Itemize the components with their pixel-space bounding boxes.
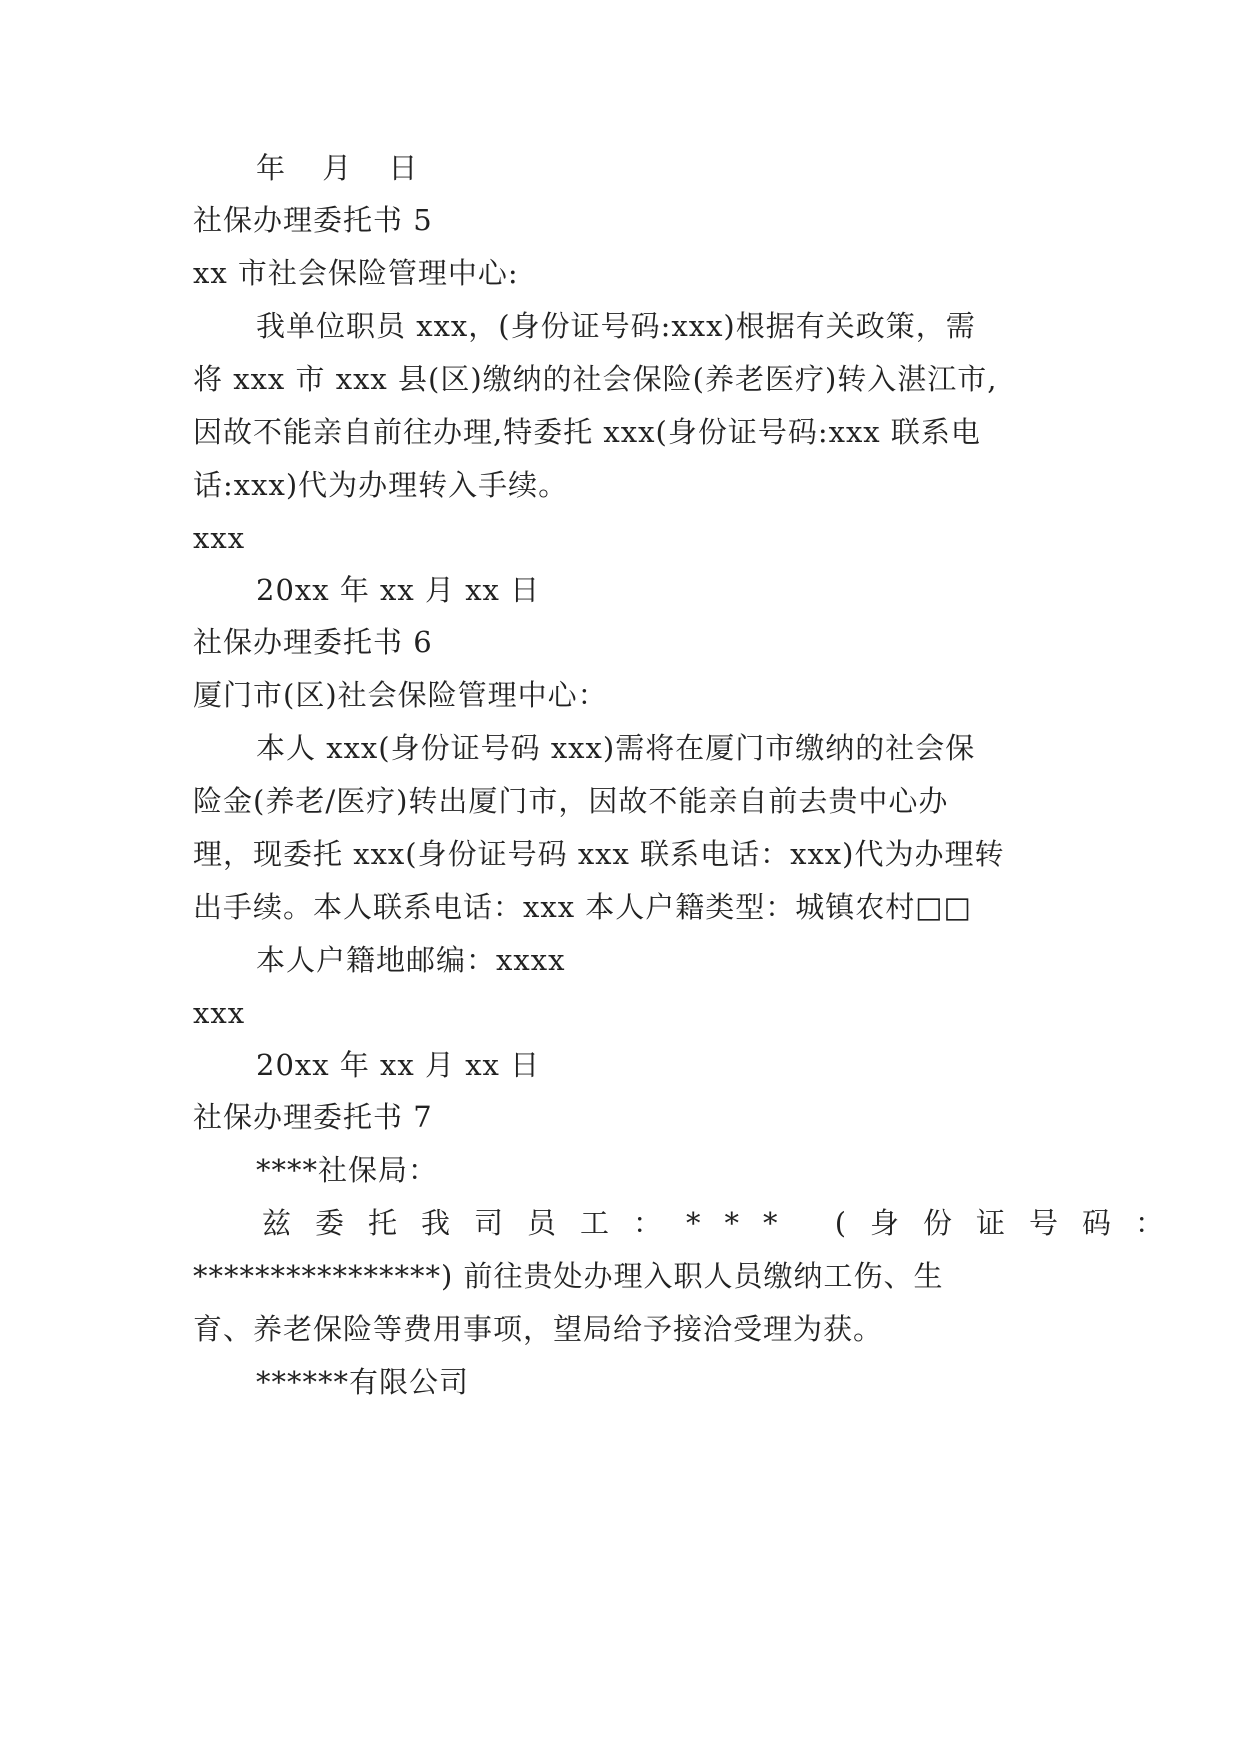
addressee-5: xx 市社会保险管理中心: bbox=[193, 256, 519, 290]
body-line: 本人 xxx(身份证号码 xxx)需将在厦门市缴纳的社会保 bbox=[256, 731, 976, 765]
addressee-7: ****社保局： bbox=[256, 1153, 439, 1187]
date-6: 20xx 年 xx 月 xx 日 bbox=[256, 1048, 541, 1082]
date-placeholder: 年 月 日 bbox=[256, 151, 432, 185]
signature-7: ******有限公司 bbox=[256, 1365, 470, 1399]
body-line: ****************) 前往贵处办理入职人员缴纳工伤、生 bbox=[193, 1259, 944, 1293]
body-line: 理，现委托 xxx(身份证号码 xxx 联系电话：xxx)代为办理转 bbox=[193, 837, 1005, 871]
section-title-7: 社保办理委托书 7 bbox=[193, 1100, 433, 1134]
body-line: 育、养老保险等费用事项，望局给予接洽受理为获。 bbox=[193, 1312, 884, 1346]
body-line: 我单位职员 xxx，(身份证号码:xxx)根据有关政策，需 bbox=[256, 309, 976, 343]
body-line: 险金(养老/医疗)转出厦门市，因故不能亲自前去贵中心办 bbox=[193, 784, 949, 818]
body-line: 将 xxx 市 xxx 县(区)缴纳的社会保险(养老医疗)转入湛江市, bbox=[193, 362, 998, 396]
signature-5: xxx bbox=[193, 521, 246, 555]
date-5: 20xx 年 xx 月 xx 日 bbox=[256, 573, 541, 607]
addressee-6: 厦门市(区)社会保险管理中心： bbox=[193, 678, 608, 712]
body-line: 本人户籍地邮编：xxxx bbox=[256, 943, 566, 977]
signature-6: xxx bbox=[193, 996, 246, 1030]
body-line: 出手续。本人联系电话：xxx 本人户籍类型：城镇农村□□ bbox=[193, 890, 973, 924]
body-line: 话:xxx)代为办理转入手续。 bbox=[193, 468, 569, 502]
body-line: 兹委托我司员工：*** (身份证号码： bbox=[262, 1206, 1189, 1240]
section-title-6: 社保办理委托书 6 bbox=[193, 625, 433, 659]
section-title-5: 社保办理委托书 5 bbox=[193, 203, 433, 237]
body-line: 因故不能亲自前往办理,特委托 xxx(身份证号码:xxx 联系电 bbox=[193, 415, 981, 449]
